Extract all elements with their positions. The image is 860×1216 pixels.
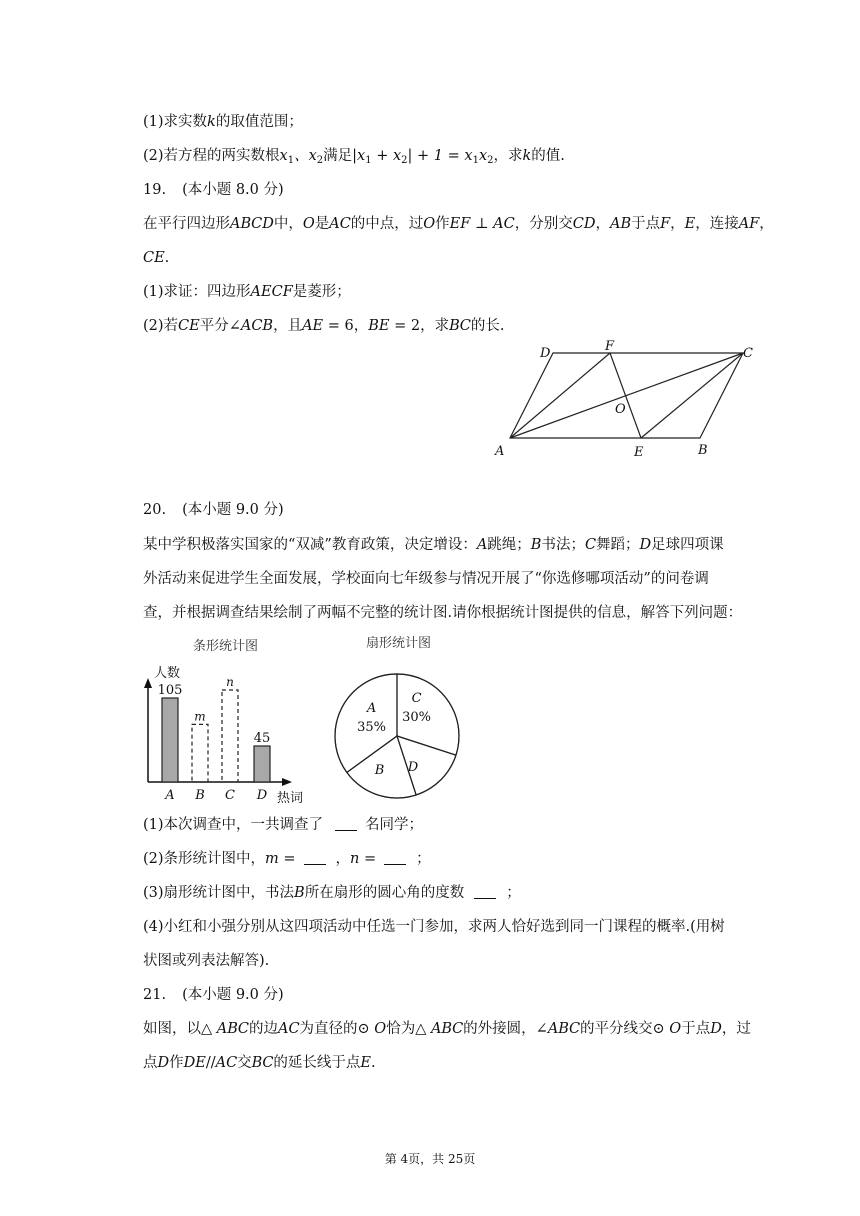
q20-stem-line2: 外活动来促进学生全面发展，学校面向七年级参与情况开展了“你选修哪项活动”的问卷调 [143, 571, 709, 587]
page-footer: 第 4页，共 25页 [384, 1152, 476, 1166]
q20-part1-post: 名同学； [365, 817, 424, 833]
q19-header [143, 180, 284, 200]
q18-part2-post: ，求𝑘的值. [493, 148, 565, 164]
q20-part2-mid: ，𝑛 = [335, 851, 377, 867]
q20-part3-pre: (3)扇形统计图中，书法𝐵所在扇形的圆心角的度数 [143, 885, 465, 901]
label-a: A [495, 444, 505, 459]
q19-number: 19. [143, 182, 167, 198]
q18-part2-pre: (2)若方程的两实数根 [143, 148, 280, 164]
bar-chart-title: 条形统计图 [193, 639, 259, 654]
bar-category-label-d: D [256, 788, 268, 803]
label-c: C [743, 346, 753, 361]
bar-a [162, 698, 178, 782]
q18-part2 [143, 146, 565, 171]
pie-chart-title: 扇形统计图 [366, 636, 432, 651]
q20-stem-line3: 查，并根据调查结果绘制了两幅不完整的统计图.请你根据统计图提供的信息，解答下列问题： [143, 605, 743, 621]
pie-label-b: B [374, 762, 385, 778]
segment-ce [641, 353, 743, 438]
label-d: D [540, 346, 551, 361]
label-b: B [698, 443, 708, 458]
bar-category-label-c: C [225, 788, 235, 803]
q21-number: 21. [143, 987, 167, 1003]
pie-percent-c: 30% [402, 710, 432, 726]
diagonal-ac [510, 353, 743, 438]
bar-category-label-b: B [195, 788, 205, 803]
pie-percent-a: 35% [357, 720, 387, 736]
bar-b [192, 724, 208, 782]
bar-value-label-c: n [226, 675, 234, 689]
q20-part4-line2: 状图或列表法解答). [143, 953, 270, 969]
segment-af [510, 353, 610, 438]
bar-category-label-a: A [165, 788, 175, 803]
q20-part4-line1: (4)小红和小强分别从这四项活动中任选一门参加，求两人恰好选到同一门课程的概率.(用树 [143, 919, 725, 935]
label-f: F [605, 339, 615, 354]
q20-part3 [143, 883, 521, 903]
q20-part2-pre: (2)条形统计图中，𝑚 = [143, 851, 296, 867]
bar-chart-x-arrow [282, 778, 292, 786]
bar-chart-xlabel: 热词 [277, 791, 304, 806]
pie-label-d: D [407, 760, 419, 776]
q20-part2 [143, 849, 431, 869]
q20-part3-post: ； [506, 885, 521, 901]
q21-stem-line2: 点𝐷作𝐷𝐸//𝐴𝐶交𝐵𝐶的延长线于点𝐸. [143, 1055, 376, 1071]
bar-value-label-d: 45 [253, 731, 271, 746]
segment-ef [610, 353, 641, 438]
answer-blank-n [384, 850, 406, 865]
q18-part2-mid: 满足 [323, 148, 353, 164]
q20-part1 [143, 815, 423, 835]
pie-chart [330, 632, 470, 817]
bar-chart-y-arrow [144, 678, 152, 688]
bar-chart [140, 632, 320, 812]
q18-condition: $|x_1 + x_2| + 1 = x_1x_2$ [352, 148, 494, 166]
q20-header [143, 500, 284, 520]
q18-roots: $x_1$、$x_2$ [279, 148, 324, 166]
label-e: E [634, 445, 644, 460]
q21-stem-line1: 如图，以△ 𝐴𝐵𝐶的边𝐴𝐶为直径的⊙ 𝑂恰为△ 𝐴𝐵𝐶的外接圆，∠𝐴𝐵𝐶的平分线交⊙ 𝑂于点𝐷，过 [143, 1021, 751, 1037]
answer-blank-m [304, 850, 326, 865]
bar-chart-ylabel: 人数 [154, 666, 181, 681]
q21-header [143, 985, 284, 1005]
q19-parallelogram-figure [490, 340, 770, 465]
q20-score: (本小题 9.0 分) [182, 502, 284, 518]
label-o: O [615, 402, 626, 417]
q21-score: (本小题 9.0 分) [182, 987, 284, 1003]
answer-blank-angle [474, 884, 496, 899]
q20-part1-pre: (1)本次调查中，一共调查了 [143, 817, 324, 833]
bar-d [254, 746, 270, 782]
q19-part1: (1)求证：四边形𝐴𝐸𝐶𝐹是菱形； [143, 284, 351, 300]
q18-part1: (1)求实数𝑘的取值范围； [143, 114, 303, 130]
q19-stem-line1: 在平行四边形𝐴𝐵𝐶𝐷中，𝑂是𝐴𝐶的中点，过𝑂作𝐸𝐹 ⊥ 𝐴𝐶，分别交𝐶𝐷，𝐴𝐵于点𝐹，𝐸，连接𝐴𝐹， [143, 216, 774, 232]
q19-stem-line2: 𝐶𝐸. [143, 250, 170, 266]
q20-number: 20. [143, 502, 167, 518]
q20-stem-line1: 某中学积极落实国家的“双减”教育政策，决定增设：𝐴跳绳；𝐵书法；𝐶舞蹈；𝐷足球四项课 [143, 537, 724, 553]
bar-value-label-b: m [194, 709, 206, 724]
bar-value-label-a: 105 [157, 683, 183, 698]
q20-part2-post: ； [416, 851, 431, 867]
pie-label-c: C [411, 691, 422, 707]
pie-label-a: A [366, 701, 377, 717]
q19-part2: (2)若𝐶𝐸平分∠𝐴𝐶𝐵，且𝐴𝐸 = 6，𝐵𝐸 = 2，求𝐵𝐶的长. [143, 318, 505, 334]
q19-score: (本小题 8.0 分) [182, 182, 284, 198]
bar-c [222, 690, 238, 782]
answer-blank-total [335, 816, 357, 831]
